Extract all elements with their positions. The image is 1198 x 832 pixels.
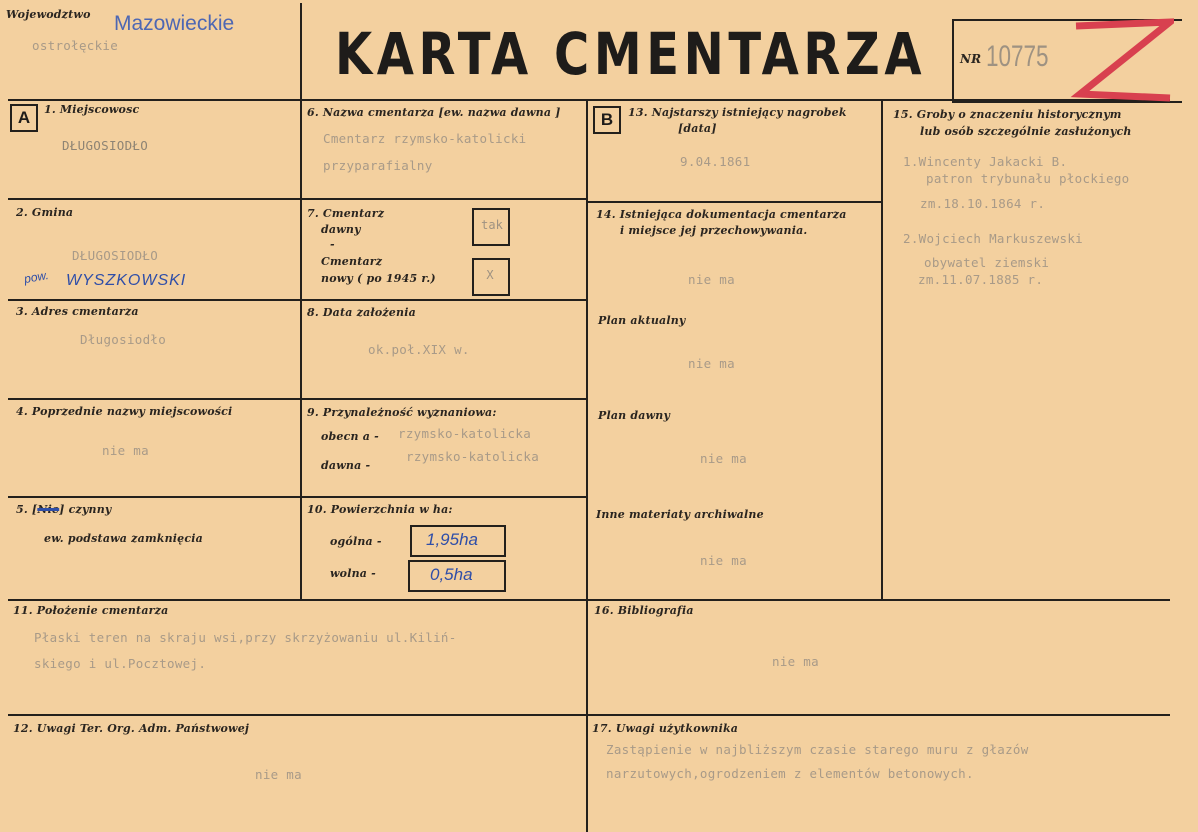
f13-label-2: [data] bbox=[678, 122, 717, 135]
f10-label: 10. Powierzchnia w ha: bbox=[307, 503, 453, 516]
f14-label-1: 14. Istniejąca dokumentacja cmentarza bbox=[596, 208, 847, 221]
f3-label: 3. Adres cmentarza bbox=[16, 305, 139, 318]
f5-label-rest: ] czynny bbox=[59, 503, 112, 516]
f5-label-num: 5. [ bbox=[16, 503, 38, 516]
f7-dawny-label-2: dawny bbox=[321, 223, 361, 236]
f4-label: 4. Poprzednie nazwy miejscowości bbox=[16, 405, 233, 418]
f8-label: 8. Data założenia bbox=[307, 306, 416, 319]
f4-value: nie ma bbox=[102, 443, 149, 458]
f5-label-2: ew. podstawa zamknięcia bbox=[44, 532, 203, 545]
wojewodztwo-stamp: Mazowieckie bbox=[114, 12, 235, 35]
plan-dawny-value: nie ma bbox=[700, 451, 747, 466]
f7-nowy-label-2: nowy ( po 1945 r.) bbox=[321, 272, 436, 285]
f1-value: DŁUGOSIODŁO bbox=[62, 138, 149, 153]
inne-label: Inne materiaty archiwalne bbox=[596, 508, 764, 521]
f6-label: 6. Nazwa cmentarza [ew. nazwa dawna ] bbox=[307, 106, 561, 119]
plan-dawny-label: Plan dawny bbox=[598, 409, 671, 422]
rule-col-1 bbox=[300, 99, 302, 599]
rule-low bbox=[8, 714, 1170, 716]
f2-label: 2. Gmina bbox=[16, 206, 74, 219]
f14-label-2: i miejsce jej przechowywania. bbox=[620, 224, 808, 237]
f17-value-2: narzutowych,ogrodzeniem z elementów betonowych. bbox=[606, 766, 974, 781]
section-b-letter: B bbox=[593, 106, 621, 134]
f5-label bbox=[16, 503, 112, 516]
f10-wolna-label: wolna - bbox=[330, 567, 376, 580]
f7-dawny-label-1: 7. Cmentarz bbox=[307, 207, 385, 220]
f9-dawna-value: rzymsko-katolicka bbox=[406, 449, 540, 464]
f2-value: DŁUGOSIODŁO bbox=[72, 248, 159, 263]
f6-value-1: Cmentarz rzymsko-katolicki bbox=[323, 131, 527, 146]
nr-value: 10775 bbox=[986, 40, 1049, 73]
z-mark bbox=[1066, 16, 1174, 102]
card-title: KARTA CMENTARZA bbox=[335, 20, 927, 88]
f7-dawny-box-value: tak bbox=[481, 218, 503, 232]
f10-ogolna-label: ogólna - bbox=[330, 535, 382, 548]
plan-aktualny-value: nie ma bbox=[688, 356, 735, 371]
rule-a-4 bbox=[8, 496, 300, 498]
section-a-letter: A bbox=[10, 104, 38, 132]
wojewodztwo-label: Wojewodztwo bbox=[6, 8, 91, 21]
f7-nowy-box-value: X bbox=[486, 268, 494, 282]
rule-mid bbox=[8, 599, 1170, 601]
nr-label: NR bbox=[960, 52, 982, 66]
f12-label: 12. Uwagi Ter. Org. Adm. Państwowej bbox=[13, 722, 250, 735]
f9-obecna-label: obecn a - bbox=[321, 430, 379, 443]
f17-label: 17. Uwagi użytkownika bbox=[592, 722, 739, 735]
f15-item1-line3: zm.18.10.1864 r. bbox=[920, 196, 1046, 211]
f5-label-nie: Nie bbox=[37, 503, 60, 516]
rule-m-4 bbox=[300, 496, 586, 498]
rule-b-1 bbox=[586, 201, 881, 203]
f11-value-2: skiego i ul.Pocztowej. bbox=[34, 656, 207, 671]
f16-value: nie ma bbox=[772, 654, 819, 669]
f15-item2-line3: zm.11.07.1885 r. bbox=[918, 272, 1044, 287]
f3-value: Długosiodło bbox=[80, 332, 167, 347]
f7-dash: - bbox=[330, 238, 335, 251]
z-mark-drawing bbox=[1066, 16, 1174, 102]
plan-aktualny-label: Plan aktualny bbox=[598, 314, 686, 327]
f6-value-2: przyparafialny bbox=[323, 158, 433, 173]
f11-value-1: Płaski teren na skraju wsi,przy skrzyżowaniu ul.Kiliń- bbox=[34, 630, 457, 645]
f10-ogolna-value: 1,95ha bbox=[426, 530, 478, 549]
rule-a-2 bbox=[8, 299, 300, 301]
rule-header-divider bbox=[300, 3, 302, 99]
f8-value: ok.poł.XIX w. bbox=[368, 342, 470, 357]
rule-col-3 bbox=[881, 99, 883, 599]
f17-value-1: Zastąpienie w najbliższym czasie starego muru z głazów bbox=[606, 742, 1029, 757]
f15-item2-line2: obywatel ziemski bbox=[924, 255, 1050, 270]
f7-nowy-label-1: Cmentarz bbox=[321, 255, 383, 268]
f9-obecna-value: rzymsko-katolicka bbox=[398, 426, 532, 441]
f10-wolna-value: 0,5ha bbox=[430, 565, 473, 584]
f15-label-1: 15. Groby o znaczeniu historycznym bbox=[893, 108, 1122, 121]
f2-pow-value: WYSZKOWSKI bbox=[66, 272, 187, 289]
wojewodztwo-typed: ostrołęckie bbox=[32, 38, 119, 53]
f15-item2-line1: 2.Wojciech Markuszewski bbox=[903, 231, 1083, 246]
f15-item1-line1: 1.Wincenty Jakacki B. bbox=[903, 154, 1068, 169]
inne-value: nie ma bbox=[700, 553, 747, 568]
rule-m-3 bbox=[300, 398, 586, 400]
f15-item1-line2: patron trybunału płockiego bbox=[926, 171, 1130, 186]
rule-col-2 bbox=[586, 99, 588, 832]
f15-label-2: lub osób szczególnie zasłużonych bbox=[920, 125, 1132, 138]
f1-label: 1. Miejscowosc bbox=[44, 103, 140, 116]
f2-pow-label: pow. bbox=[22, 267, 50, 287]
f14-value: nie ma bbox=[688, 272, 735, 287]
f13-label-1: 13. Najstarszy istniejący nagrobek bbox=[628, 106, 847, 119]
rule-m-1 bbox=[300, 198, 586, 200]
f12-value: nie ma bbox=[255, 767, 302, 782]
f11-label: 11. Położenie cmentarza bbox=[13, 604, 169, 617]
f9-label: 9. Przynależność wyznaniowa: bbox=[307, 406, 497, 419]
rule-a-1 bbox=[8, 198, 300, 200]
f9-dawna-label: dawna - bbox=[321, 459, 371, 472]
f13-value: 9.04.1861 bbox=[680, 154, 751, 169]
rule-m-2 bbox=[300, 299, 586, 301]
f16-label: 16. Bibliografia bbox=[594, 604, 694, 617]
rule-a-3 bbox=[8, 398, 300, 400]
